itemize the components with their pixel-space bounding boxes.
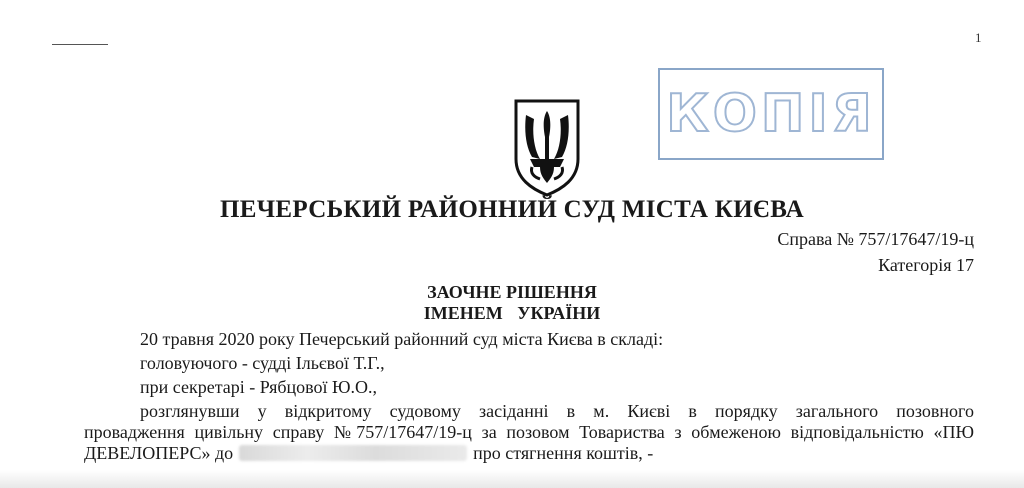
redacted-name — [239, 445, 467, 461]
page-bottom-shadow — [0, 470, 1024, 488]
body-line-4: розглянувши у відкритому судовому засіданні в м. Києві в порядку загального позовного — [140, 401, 974, 421]
body-line-3: при секретарі - Рябцової Ю.О., — [140, 377, 378, 397]
case-category: Категорія 17 — [878, 255, 974, 275]
body-line-6 — [84, 443, 653, 464]
page-number: 1 — [975, 30, 982, 45]
copy-stamp — [658, 68, 884, 160]
body-line-2: головуючого - судді Ільєвої Т.Г., — [140, 353, 385, 373]
stamp-text: КОПІЯ — [666, 84, 876, 144]
body-line-5: провадження цивільну справу №757/17647/19-ц за позовом Товариства з обмеженою відповідальністю «ПЮ — [84, 422, 974, 442]
body-line-1: 20 травня 2020 року Печерський районний суд міста Києва в складі: — [140, 329, 664, 349]
margin-mark — [52, 44, 108, 45]
body-line-6-end: про стягнення коштів, - — [473, 443, 654, 463]
court-name: ПЕЧЕРСЬКИЙ РАЙОННИЙ СУД МІСТА КИЄВА — [220, 196, 804, 223]
body-line-6-start: ДЕВЕЛОПЕРС» до — [84, 443, 234, 463]
decision-subtitle: ІМЕНЕМ УКРАЇНИ — [423, 303, 601, 323]
trident-emblem-icon — [510, 97, 584, 197]
case-number: Справа № 757/17647/19-ц — [777, 229, 974, 249]
decision-title: ЗАОЧНЕ РІШЕННЯ — [427, 282, 597, 302]
